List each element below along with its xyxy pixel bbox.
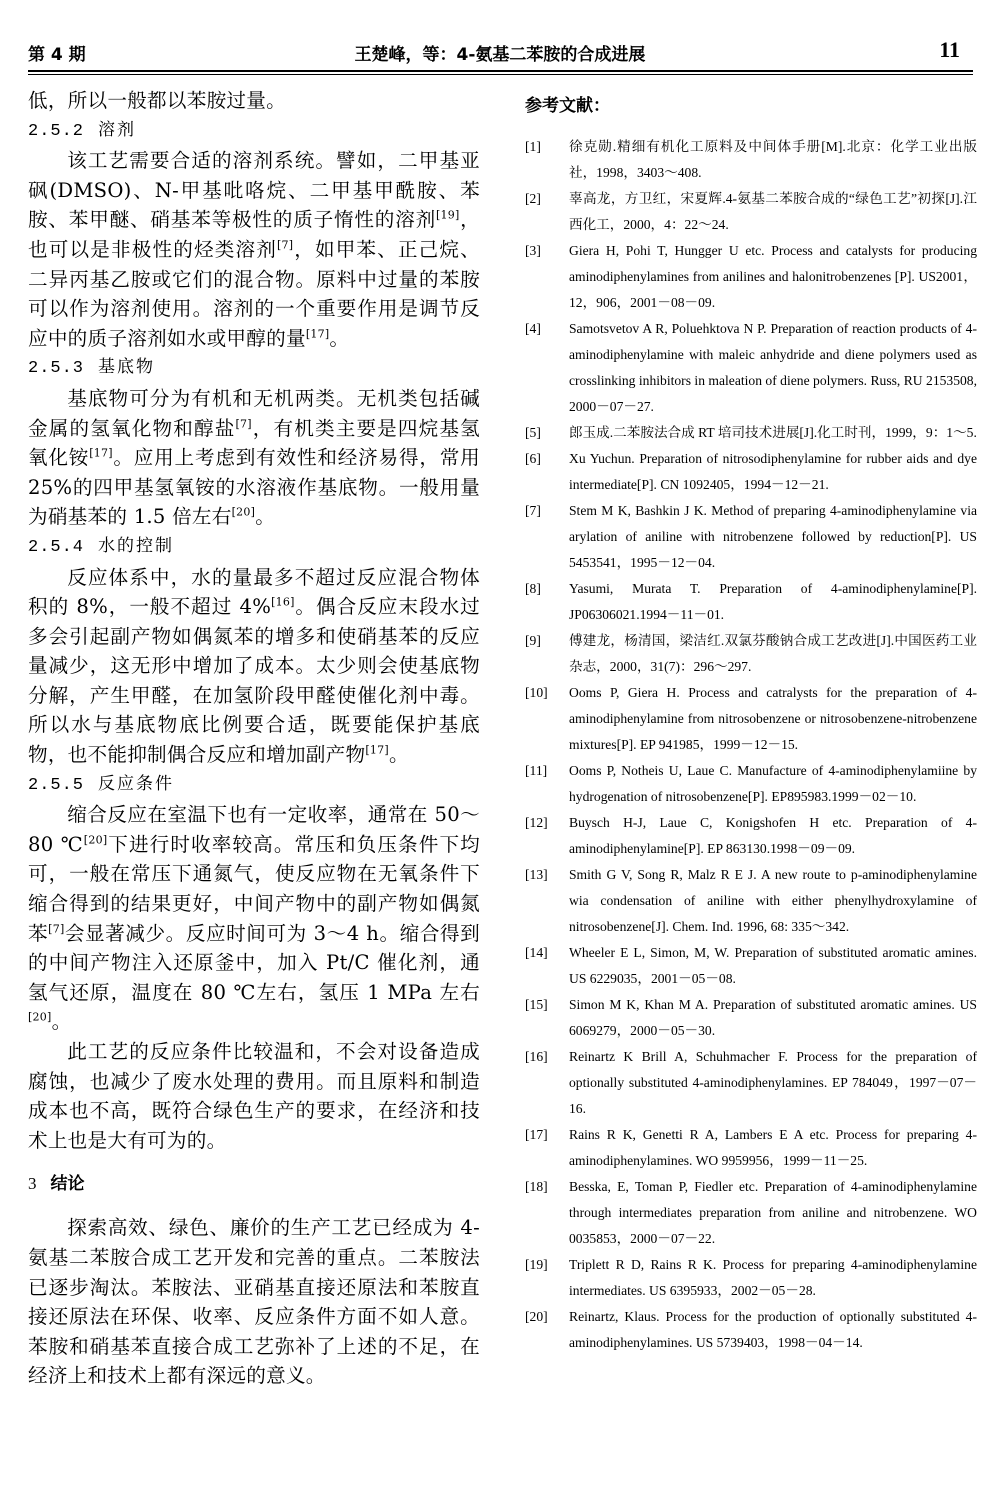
reference-item [525,420,977,446]
reference-text: Reinartz, Klaus. Process for the production of optionally substituted 4-aminodiphenylamines. US 5739403，1998－04－14. [569,1309,977,1350]
reference-item [525,1174,977,1252]
citation: [17] [305,327,330,341]
reference-text: 辜高龙，方卫红，宋夏辉.4-氨基二苯胺合成的“绿色工艺”初探[J].江西化工，2000，4：22～24. [569,191,977,232]
reference-number: [13] [525,867,548,882]
text-run: 反应体系中，水的量最多不超过反应混合物体积的 8%，一般不超过 4% [28,565,480,619]
reference-text: Besska, E, Toman P, Fiedler etc. Preparation of 4-aminodiphenylamine through intermediates preparation from aniline and nitrobenzene. WO 0035853，2000－07－22. [569,1179,977,1246]
text-run: 基底物可分为有机和无机两类。无机类包括碱金属的氢氧化物和醇盐 [28,386,480,440]
reference-item [525,1044,977,1122]
reference-number: [11] [525,763,548,778]
reference-number: [19] [525,1257,548,1272]
reference-text: 徐克勋.精细有机化工原料及中间体手册[M].北京：化学工业出版社，1998，3403～408. [569,139,977,180]
section-title: 水的控制 [98,535,175,556]
reference-list [525,134,977,1356]
section-number: 3 [28,1174,37,1194]
reference-item [525,992,977,1044]
text-run: 。 [255,505,276,529]
reference-text: Xu Yuchun. Preparation of nitrosodiphenylamine for rubber aids and dye intermediate[P]. CN 1092405，1994－12－21. [569,451,977,492]
reference-text: Ooms P, Giera H. Process and catralysts for the preparation of 4-aminodiphenylamine from nitrosobenzene or nitrosobenzene-nitrobenzene mixtures[P]. EP 941985，1999－12－15. [569,685,977,752]
reference-text: Rains R K, Genetti R A, Lambers E A etc. Process for preparing 4-aminodiphenylamines. WO 9959956，1999－11－25. [569,1127,977,1168]
reference-item [525,186,977,238]
reference-item [525,810,977,862]
reference-item [525,1122,977,1174]
reference-item [525,498,977,576]
section-number: 2.5.3 [28,359,85,379]
body-paragraph-0: 低，所以一般都以苯胺过量。 [28,89,286,112]
journal-issue: 第 4 期 [28,45,86,65]
text-run: 。 [329,326,350,350]
text-run: ，如甲苯、正己烷、二异丙基乙胺或它们的混合物。原料中过量的苯胺可以作为溶剂使用。溶剂的一个重要作用是调节反应中的质子溶剂如水或甲醇的量 [28,237,481,350]
references-column [525,86,977,1356]
reference-text: 郎玉成.二苯胺法合成 RT 培司技术进展[J].化工时刊，1999，9：1～5. [569,425,977,440]
citation: [20] [83,833,108,847]
reference-number: [15] [525,997,548,1012]
body-paragraph-conclusion: 探索高效、绿色、廉价的生产工艺已经成为 4-氨基二苯胺合成工艺开发和完善的重点。二苯胺法已逐步淘汰。苯胺法、亚硝基直接还原法和苯胺直接还原法在环保、收率、反应条件方面不如人意。苯胺和硝基苯直接合成工艺弥补了上述的不足，在经济上和技术上都有深远的意义。 [28,1216,480,1388]
section-number: 2.5.2 [28,121,85,141]
reference-text: Samotsvetov A R, Poluehktova N P. Preparation of reaction products of 4-aminodiphenylamine with maleic anhydride and diene polymers used as crosslinking inhibitors in maleation of diene polymers. Russ, RU 2153508, 2000－07－27. [569,321,977,414]
section-title: 基底物 [98,357,156,378]
reference-text: Buysch H-J, Laue C, Konigshofen H etc. Preparation of 4-aminodiphenylamine[P]. EP 863130.1998－09－09. [569,815,977,856]
reference-number: [12] [525,815,548,830]
text-run: 会显著减少。反应时间可为 3～4 h。缩合得到的中间产物注入还原釜中，加入 Pt/C 催化剂，通氢气还原，温度在 80 ℃左右，氢压 1 MPa 左右 [28,921,481,1004]
text-run: 。 [51,1010,72,1034]
body-paragraph-substrate [28,384,480,532]
running-title: 王楚峰，等：4-氨基二苯胺的合成进展 [354,45,646,65]
reference-number: [18] [525,1179,548,1194]
reference-item [525,758,977,810]
body-paragraph-summary: 此工艺的反应条件比较温和，不会对设备造成腐蚀，也减少了废水处理的费用。而且原料和制造成本也不高，既符合绿色生产的要求，在经济和技术上也是大有可为的。 [28,1040,480,1152]
reference-number: [7] [525,503,541,518]
reference-text: Ooms P, Notheis U, Laue C. Manufacture of 4-aminodiphenylamiine by hydrogenation of nitrosobenzene[P]. EP895983.1999－02－10. [569,763,977,804]
reference-number: [20] [525,1309,548,1324]
text-run: ，有机类主要是四烷基氢氧化铵 [28,416,481,470]
reference-text: Triplett R D, Rains R K. Process for preparing 4-aminodiphenylamine intermediates. US 6395933，2002－05－28. [569,1257,977,1298]
reference-text: Smith G V, Song R, Malz R E J. A new route to p-aminodiphenylamine wia condensation of aniline with either phenylhydroxylamine of nitrosobenzene[J]. Chem. Ind. 1996, 68: 335～342. [569,867,977,934]
reference-number: [16] [525,1049,548,1064]
body-paragraph-solvent [28,146,480,353]
reference-number: [1] [525,139,541,154]
text-run: 。偶合反应末段水过多会引起副产物如偶氮苯的增多和使硝基苯的反应量减少，这无形中增加了成本。太少则会使基底物分解，产生甲醛，在加氢阶段甲醛使催化剂中毒。所以水与基底物底比例要合适，既要能保护基底物，也不能抑制偶合反应和增加副产物 [28,595,481,767]
citation: [7] [48,922,65,936]
reference-item [525,134,977,186]
reference-number: [8] [525,581,541,596]
text-run: 。 [388,743,409,767]
reference-text: Reinartz K Brill A, Schuhmacher F. Process for the preparation of optionally substituted 4-aminodiphenylamines. EP 784049，1997－07－16. [569,1049,977,1116]
reference-text: Yasumi, Murata T. Preparation of 4-aminodiphenylamine[P]. JP06306021.1994－11－01. [569,581,977,622]
section-title: 结论 [50,1174,85,1195]
body-paragraph-water [28,563,480,770]
section-2-5-2-heading [28,116,480,147]
reference-number: [2] [525,191,541,206]
reference-number: [9] [525,633,541,648]
section-3-heading [28,1169,480,1199]
reference-number: [10] [525,685,548,700]
left-column [28,86,480,1391]
reference-number: [3] [525,243,541,258]
section-number: 2.5.4 [28,537,85,557]
text-run: 缩合反应在室温下也有一定收率，通常在 50～80 ℃ [28,803,480,856]
body-paragraph-conditions [28,800,480,1037]
reference-number: [5] [525,425,541,440]
header-rule-bottom [28,74,973,75]
reference-text: Wheeler E L, Simon, M, W. Preparation of substituted aromatic amines. US 6229035，2001－05－08. [569,945,977,986]
text-run: 下进行时收率较高。常压和负压条件下均可，一般在常压下通氮气，使反应物在无氧条件下缩合得到的结果更好，中间产物中的副产物如偶氮苯 [28,832,480,945]
citation: [17] [89,446,113,460]
section-2-5-3-heading [28,353,480,384]
citation: [16] [271,595,295,609]
reference-number: [6] [525,451,541,466]
citation: [7] [276,238,294,252]
reference-item [525,680,977,758]
citation: [20] [231,505,256,519]
section-2-5-5-heading [28,770,480,801]
section-2-5-4-heading [28,532,480,563]
header-rule-top [28,70,973,72]
section-number: 2.5.5 [28,775,85,795]
reference-item [525,1252,977,1304]
reference-item [525,576,977,628]
reference-number: [4] [525,321,541,336]
references-title: 参考文献： [525,96,610,116]
citation: [19] [436,208,460,222]
page-number: 11 [939,37,960,62]
reference-number: [17] [525,1127,548,1142]
text-run: 。应用上考虑到有效性和经济易得，常用25%的四甲基氢氧铵的水溶液作基底物。一般用量为硝基苯的 1.5 倍左右 [28,446,481,529]
reference-item [525,628,977,680]
citation: [7] [235,417,252,430]
reference-text: 傅建龙，杨清国，梁洁红.双氯芬酸钠合成工艺改进[J].中国医药工业杂志，2000，31(7)：296～297. [569,633,977,674]
reference-text: Giera H, Pohi T, Hungger U etc. Process and catalysts for producing aminodiphenylamines from anilines and halonitrobenzenes [P]. US2001，12，906，2001－08－09. [569,243,977,310]
text-run: 该工艺需要合适的溶剂系统。譬如，二甲基亚砜(DMSO)、N-甲基吡咯烷、二甲基甲酰胺、苯胺、苯甲醚、硝基苯等极性的质子惰性的溶剂 [28,149,480,232]
reference-number: [14] [525,945,548,960]
reference-item [525,940,977,992]
reference-item [525,316,977,420]
citation: [20] [28,1010,52,1024]
reference-text: Stem M K, Bashkin J K. Method of preparing 4-aminodiphenylamine via arylation of aniline with nitrobenzene followed by reduction[P]. US 5453541，1995－12－04. [569,503,977,570]
section-title: 反应条件 [98,773,175,794]
section-title: 溶剂 [98,119,137,140]
reference-text: Simon M K, Khan M A. Preparation of substituted aromatic amines. US 6069279，2000－05－30. [569,997,977,1038]
reference-item [525,862,977,940]
citation: [17] [365,743,389,757]
reference-item [525,1304,977,1356]
text-run: ，也可以是非极性的烃类溶剂 [28,208,481,261]
reference-item [525,238,977,316]
reference-item [525,446,977,498]
